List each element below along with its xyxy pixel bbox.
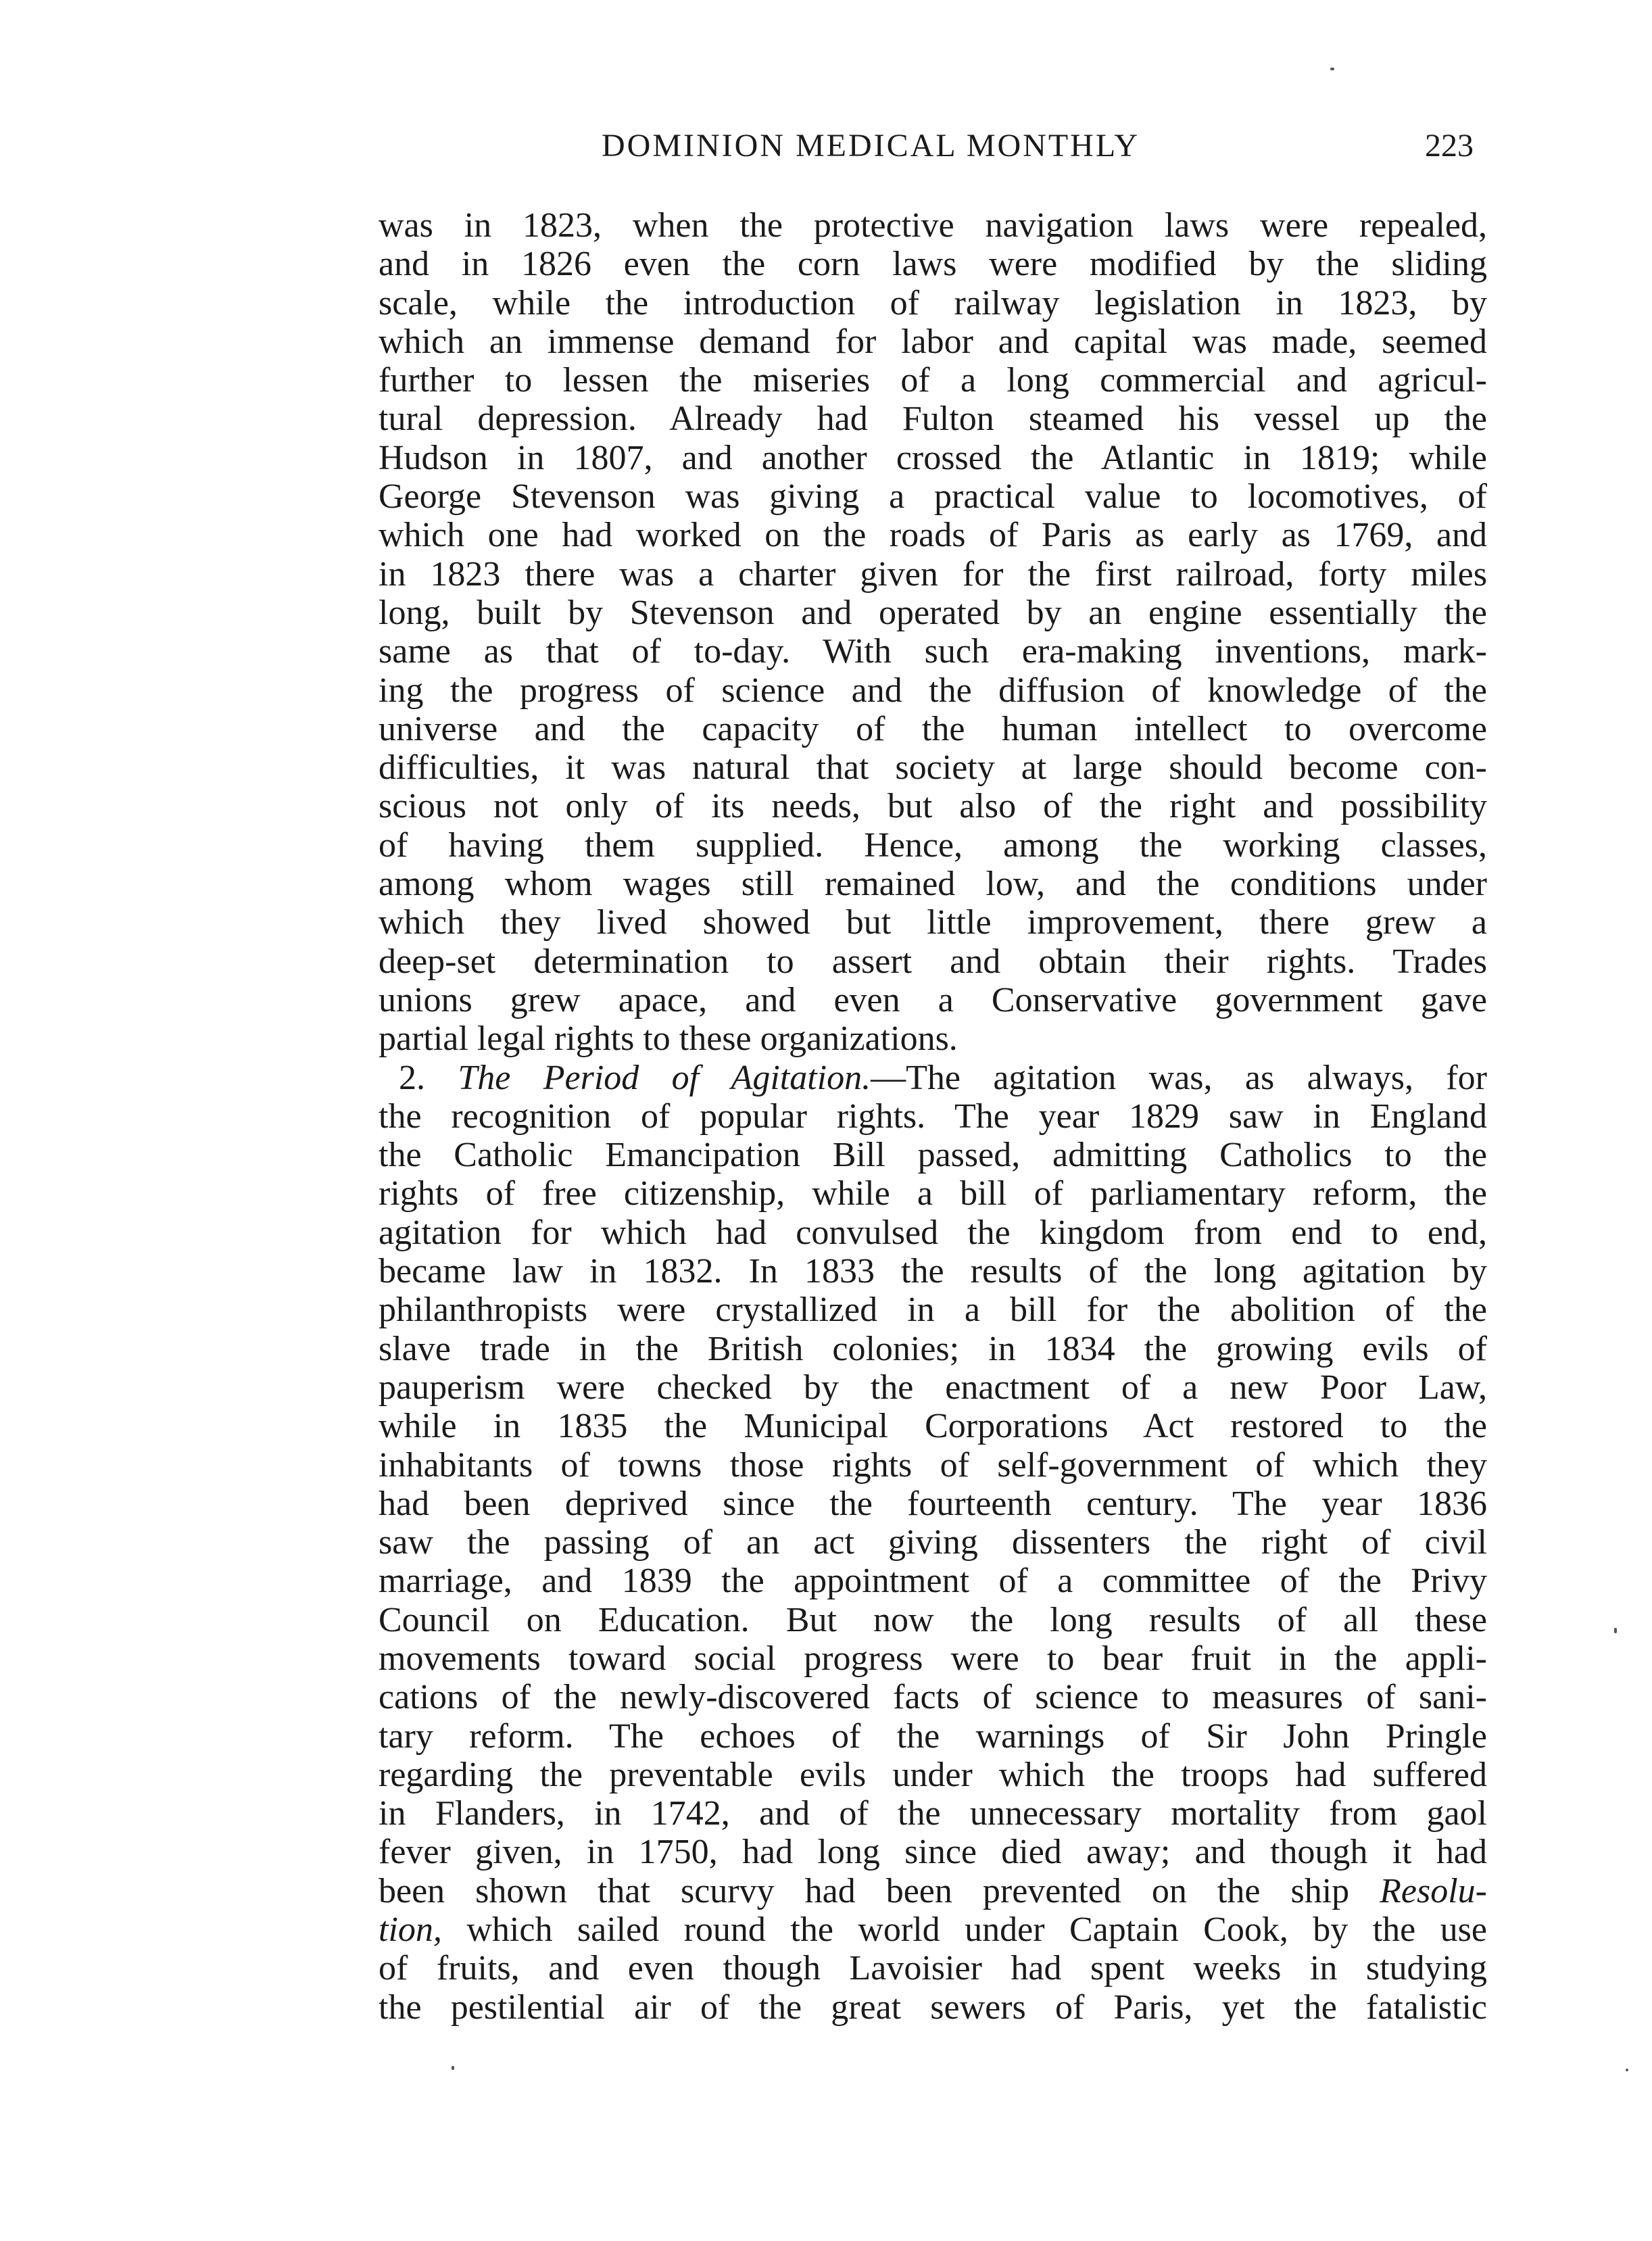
page-number: 223 bbox=[1425, 128, 1474, 164]
text-line: which they lived showed but little improvement, there grew a bbox=[379, 903, 1487, 942]
text-line: in Flanders, in 1742, and of the unnecessary mortality from gaol bbox=[379, 1794, 1487, 1833]
text-line: rights of free citizenship, while a bill of parliamentary reform, the bbox=[379, 1174, 1487, 1213]
text-line: George Stevenson was giving a practical value to locomotives, of bbox=[379, 477, 1487, 516]
paragraph-end-line: partial legal rights to these organizations. bbox=[379, 1019, 958, 1059]
text-line: the pestilential air of the great sewers of Paris, yet the fatalistic bbox=[379, 1987, 1487, 2027]
text-line: inhabitants of towns those rights of self-government of which they bbox=[379, 1445, 1487, 1485]
text-line: regarding the preventable evils under which the troops had suffered bbox=[379, 1755, 1487, 1794]
body-text bbox=[379, 206, 1487, 2027]
text-line: which one had worked on the roads of Paris as early as 1769, and bbox=[379, 516, 1487, 555]
text-line: same as that of to-day. With such era-making inventions, mark- bbox=[379, 632, 1487, 671]
text-line: Council on Education. But now the long results of all these bbox=[379, 1600, 1487, 1639]
text-line: further to lessen the miseries of a long commercial and agricul- bbox=[379, 361, 1487, 400]
section-heading: The Period of Agitation. bbox=[458, 1058, 871, 1097]
text-line: tary reform. The echoes of the warnings of Sir John Pringle bbox=[379, 1716, 1487, 1756]
text-line: pauperism were checked by the enactment of a new Poor Law, bbox=[379, 1368, 1487, 1407]
scan-speck bbox=[1330, 68, 1334, 70]
text-line: scale, while the introduction of railway legislation in 1823, by bbox=[379, 283, 1487, 322]
text-line: scious not only of its needs, but also of the right and possibility bbox=[379, 787, 1487, 826]
text-line: had been deprived since the fourteenth century. The year 1836 bbox=[379, 1484, 1487, 1523]
text-line: the recognition of popular rights. The year 1829 saw in England bbox=[379, 1097, 1487, 1136]
text-line: marriage, and 1839 the appointment of a committee of the Privy bbox=[379, 1562, 1487, 1601]
scan-speck bbox=[1614, 1628, 1617, 1633]
journal-title: DOMINION MEDICAL MONTHLY bbox=[602, 128, 1140, 164]
ship-name-part: tion, bbox=[379, 1910, 442, 1950]
text-line: was in 1823, when the protective navigation laws were repealed, bbox=[379, 206, 1487, 245]
text-line: and in 1826 even the corn laws were modified by the sliding bbox=[379, 245, 1487, 284]
section-heading-line bbox=[379, 1059, 1487, 1097]
text-line: became law in 1832. In 1833 the results of the long agitation by bbox=[379, 1252, 1487, 1291]
text-line bbox=[379, 1910, 1487, 1949]
text-line: movements toward social progress were to bear fruit in the appli- bbox=[379, 1639, 1487, 1678]
text-line: deep-set determination to assert and obtain their rights. Trades bbox=[379, 942, 1487, 981]
scan-speck bbox=[1626, 2069, 1628, 2071]
text-fragment: been shown that scurvy had been prevented on the ship bbox=[379, 1871, 1350, 1910]
text-line: ing the progress of science and the diffusion of knowledge of the bbox=[379, 671, 1487, 710]
text-line: of fruits, and even though Lavoisier had spent weeks in studying bbox=[379, 1949, 1487, 1988]
scan-speck bbox=[452, 2066, 454, 2070]
text-line: universe and the capacity of the human intellect to overcome bbox=[379, 709, 1487, 748]
text-line: the Catholic Emancipation Bill passed, admitting Catholics to the bbox=[379, 1136, 1487, 1175]
text-line: long, built by Stevenson and operated by an engine essentially the bbox=[379, 593, 1487, 632]
text-line: saw the passing of an act giving dissenters the right of civil bbox=[379, 1523, 1487, 1562]
text-line: difficulties, it was natural that society at large should become con- bbox=[379, 748, 1487, 788]
text-line: in 1823 there was a charter given for the first railroad, forty miles bbox=[379, 554, 1487, 594]
text-line: slave trade in the British colonies; in 1834 the growing evils of bbox=[379, 1329, 1487, 1368]
text-line: Hudson in 1807, and another crossed the Atlantic in 1819; while bbox=[379, 438, 1487, 477]
text-line bbox=[379, 1872, 1487, 1910]
text-line: of having them supplied. Hence, among the working classes, bbox=[379, 825, 1487, 865]
ship-name-part: Resolu- bbox=[1380, 1871, 1487, 1910]
text-line: among whom wages still remained low, and the conditions under bbox=[379, 865, 1487, 904]
text-line: which an immense demand for labor and capital was made, seemed bbox=[379, 322, 1487, 361]
text-line: agitation for which had convulsed the kingdom from end to end, bbox=[379, 1213, 1487, 1252]
text-line: unions grew apace, and even a Conservative government gave bbox=[379, 980, 1487, 1019]
text-line: fever given, in 1750, had long since died away; and though it had bbox=[379, 1833, 1487, 1872]
text-fragment: which sailed round the world under Captain Cook, by the use bbox=[466, 1910, 1487, 1950]
text-line: while in 1835 the Municipal Corporations Act restored to the bbox=[379, 1407, 1487, 1446]
text-line: cations of the newly-discovered facts of science to measures of sani- bbox=[379, 1678, 1487, 1717]
running-head bbox=[379, 127, 1474, 174]
text-line: tural depression. Already had Fulton steamed his vessel up the bbox=[379, 400, 1487, 439]
section-first-line-text: —The agitation was, as always, for bbox=[871, 1058, 1488, 1097]
text-line: philanthropists were crystallized in a bill for the abolition of the bbox=[379, 1291, 1487, 1330]
section-number: 2. bbox=[399, 1058, 425, 1097]
